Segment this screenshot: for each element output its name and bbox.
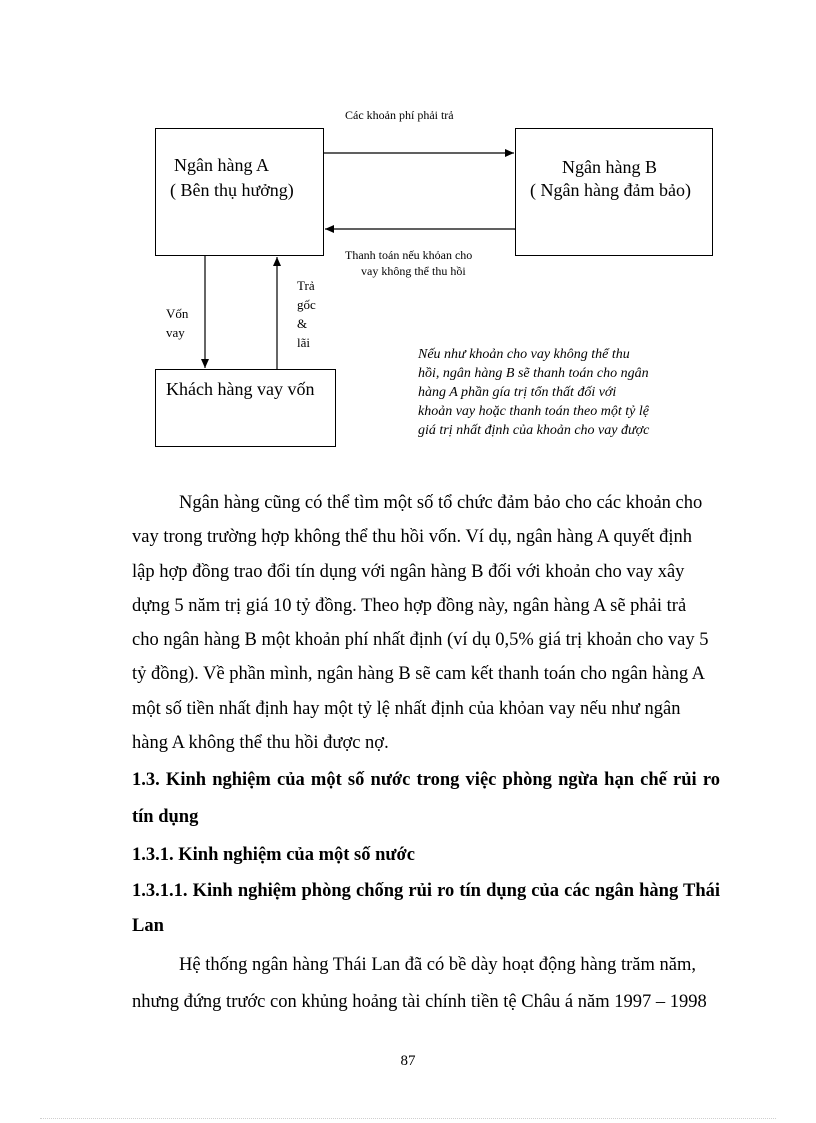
heading-line: tín dụng	[132, 807, 199, 827]
arrow-loan-label-line: vay	[166, 325, 185, 340]
note-line: giá trị nhất định của khoản cho vay được	[418, 423, 650, 438]
arrow-repay-label-line: lãi	[297, 335, 310, 350]
paragraph-line: một số tiền nhất định hay một tỷ lệ nhất định của khỏan vay nếu như ngân	[132, 698, 681, 719]
page-bottom-rule	[40, 1118, 776, 1119]
heading-line: 1.3. Kinh nghiệm của một số nước trong việc phòng ngừa hạn chế rủi ro	[132, 770, 720, 790]
paragraph-line: Ngân hàng cũng có thể tìm một số tổ chức đảm bảo cho các khoản cho	[179, 493, 703, 513]
heading-1-3-1-1	[132, 874, 720, 944]
arrow-repay-label-line: &	[297, 316, 308, 331]
arrow-repay-label-line: gốc	[297, 297, 316, 312]
heading-1-3	[132, 762, 720, 836]
arrow-payment-label-line-2: vay không thể thu hồi	[361, 264, 466, 278]
bank-b-role: ( Ngân hàng đảm bảo)	[530, 180, 691, 200]
paragraph-line: hàng A không thể thu hồi được nợ.	[132, 733, 389, 754]
customer-name: Khách hàng vay vốn	[166, 379, 315, 399]
arrow-loan-label-line: Vốn	[166, 306, 189, 321]
arrow-repay-label-line: Trả	[297, 278, 315, 293]
note-line: hàng A phần gía trị tổn thất đối với	[418, 385, 617, 400]
bank-a-role: ( Bên thụ hưởng)	[170, 180, 294, 200]
arrow-payment-label-line-1: Thanh toán nếu khỏan cho	[345, 248, 473, 262]
paragraph-line: lập hợp đồng trao đổi tín dụng với ngân hàng B đối với khoản cho vay xây	[132, 561, 685, 582]
paragraph-line: dựng 5 năm trị giá 10 tỷ đồng. Theo hợp đồng này, ngân hàng A sẽ phải trả	[132, 595, 687, 616]
bank-b-name: Ngân hàng B	[562, 157, 657, 177]
note-line: Nếu như khoản cho vay không thể thu	[418, 347, 630, 362]
note-line: hồi, ngân hàng B sẽ thanh toán cho ngân	[418, 366, 649, 381]
paragraph-line: nhưng đứng trước con khủng hoảng tài chính tiền tệ Châu á năm 1997 – 1998	[132, 992, 707, 1012]
arrow-loan-label	[166, 304, 188, 342]
paragraph-line: Hệ thống ngân hàng Thái Lan đã có bề dày hoạt động hàng trăm năm,	[179, 955, 696, 975]
paragraph-line: tỷ đồng). Về phần mình, ngân hàng B sẽ cam kết thanh toán cho ngân hàng A	[132, 664, 706, 685]
paragraph-line: cho ngân hàng B một khoản phí nhất định (ví dụ 0,5% giá trị khoản cho vay 5	[132, 630, 709, 651]
diagram-note	[418, 345, 649, 440]
paragraph-2	[132, 947, 720, 1021]
credit-swap-diagram	[0, 0, 816, 470]
note-line: khoản vay hoặc thanh toán theo một tỷ lệ	[418, 404, 649, 419]
heading-line: Lan	[132, 916, 164, 936]
heading-1-3-1: 1.3.1. Kinh nghiệm của một số nước	[132, 845, 415, 865]
heading-line: 1.3.1.1. Kinh nghiệm phòng chống rủi ro tín dụng của các ngân hàng Thái	[132, 881, 720, 901]
bank-a-name: Ngân hàng A	[174, 155, 269, 175]
paragraph-line: vay trong trường hợp không thể thu hồi vốn. Ví dụ, ngân hàng A quyết định	[132, 527, 693, 548]
arrow-repay-label	[297, 276, 316, 352]
paragraph-1	[132, 486, 720, 760]
arrow-fee-label: Các khoản phí phải trả	[345, 108, 454, 122]
page-number: 87	[400, 1053, 416, 1069]
